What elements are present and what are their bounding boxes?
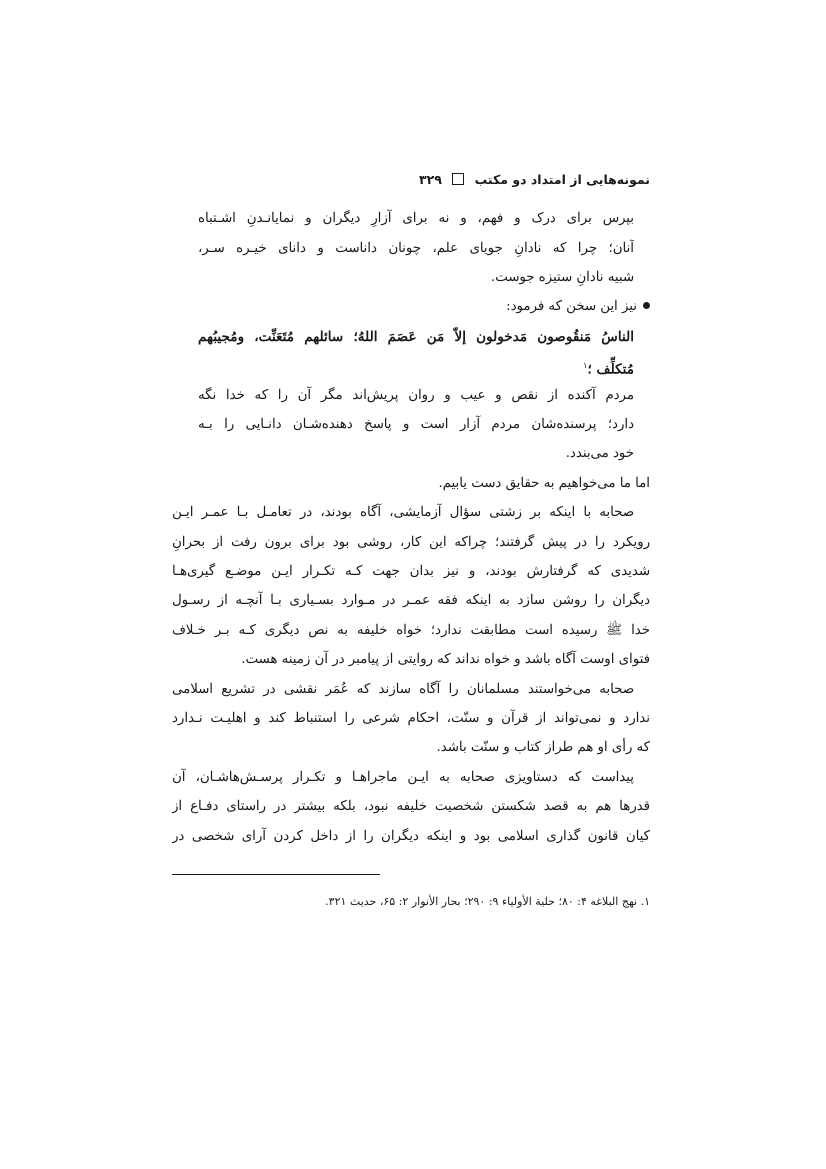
paragraph-line: رویکرد را در پیش گرفتند؛ چراکه این کار، روشی بود برای برون رفت از بحرانِ: [172, 535, 650, 550]
footnote: ١. نهج البلاغه ۴: ۸۰؛ حلية الأولياء ۹: ۲۹۰؛ بحار الأنوار ۲: ۶۵، حديث ۳۲۱.: [325, 895, 650, 908]
header-title: نمونه‌هایی از امتداد دو مکتب: [474, 172, 650, 187]
paragraph-line: صحابه با اینکه بر زشتی سؤال آزمایشی، آگاه بودند، در تعامـل بـا عمـر ایـن: [172, 505, 634, 520]
footnote-marker: ١: [583, 361, 588, 370]
paragraph-line: فتوای اوست آگاه باشد و خواه نداند که روایتی از پیامبر در آن زمینه هست.: [241, 652, 650, 667]
page-number: ۳۲۹: [419, 172, 442, 187]
paragraph-line: صحابه می‌خواستند مسلمانان را آگاه سازند که عُمَر نقشی در تشریع اسلامی: [172, 682, 634, 697]
arabic-quote-line: [198, 355, 634, 377]
translation-line: مردم آکنده از نقص و عیب و روان پریش‌اند مگر آن را که خدا نگه: [198, 388, 634, 403]
book-page: [172, 0, 650, 1169]
paragraph-line: اما ما می‌خواهیم به حقایق دست یابیم.: [438, 476, 650, 491]
bullet-icon: [643, 302, 650, 309]
paragraph-line: ندارد و نمی‌تواند از قرآن و سنّت، احکام شرعی را استنباط کند و اهلیـت نـدارد: [172, 711, 650, 726]
quote-line: آنان؛ چرا که نادانِ جویای علم، چونان داناست و دانای خیـره سـر،: [198, 241, 634, 256]
translation-line: خود می‌بندد.: [565, 446, 634, 461]
running-header: [172, 172, 650, 194]
paragraph-line: شدیدی که گرفتارش بودند، و نیز بدان جهت کـه تکـرار ایـن موضـع گیری‌هـا: [172, 564, 650, 579]
bullet-text: نیز این سخن که فرمود:: [506, 299, 637, 314]
quote-line: بپرس برای درک و فهم، و نه برای آزارِ دیگران و نمایانـدنِ اشـتباه: [198, 211, 634, 226]
paragraph-line: که رأی او هم طراز کتاب و سنّت باشد.: [436, 740, 650, 755]
arabic-quote-text: مُتكلِّف ؛: [587, 361, 634, 377]
paragraph-line: دیگران را روشن سازد به اینکه فقه عمـر در مـوارد بسـیاری بـا آنچـه از رسـول: [172, 593, 650, 608]
bullet-item: [172, 296, 650, 318]
arabic-quote-line: الناسُ مَنقُوصون مَدخولون إلاّ مَن عَصَمَ اللهُ؛ سائلهم مُتَعَنِّت، ومُجيبُهم: [198, 329, 634, 345]
paragraph-line: قدرها هم به قصد شکستن شخصیت خلیفه نبود، بلکه بیشتر در راستای دفـاع از: [172, 799, 650, 814]
square-icon: [452, 173, 464, 185]
paragraph-line: پیداست که دستاویزی صحابه به ایـن ماجراهـا و تکـرار پرسـش‌هاشـان، آن: [172, 770, 634, 785]
paragraph-line: کیان قانون گذاری اسلامی بود و اینکه دیگران را از داخل کردن آرای شخصی در: [172, 829, 650, 844]
paragraph-line: خدا ﷺ رسیده است مطابقت ندارد؛ خواه خلیفه به نص دیگری کـه بـر خـلاف: [172, 623, 650, 638]
translation-line: دارد؛ پرسنده‌شان مردم آزار است و پاسخ دهنده‌شـان دانـایی را بـه: [198, 417, 634, 432]
quote-line: شبیه نادانِ ستیزه جوست.: [490, 270, 634, 285]
footnote-divider: [172, 874, 380, 875]
